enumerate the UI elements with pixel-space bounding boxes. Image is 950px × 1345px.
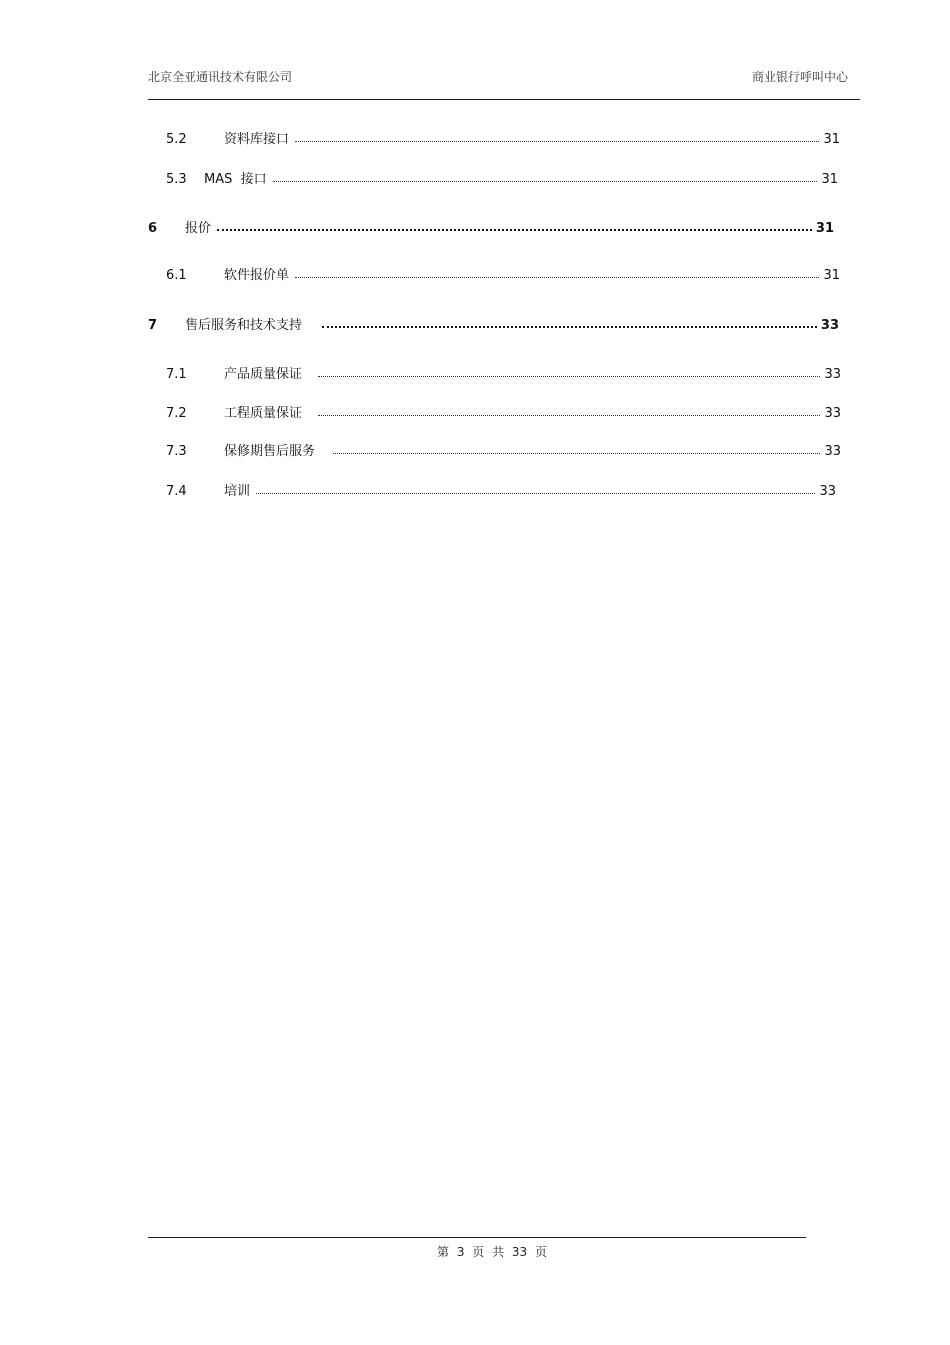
toc-number: 7.3 <box>166 444 187 459</box>
toc-title: 售后服务和技术支持 <box>185 318 303 333</box>
toc-title: 保修期售后服务 <box>224 444 316 459</box>
toc-entry-6-1[interactable] <box>166 263 840 283</box>
toc-title: MAS 接口 <box>204 172 267 187</box>
toc-number: 7.2 <box>166 406 187 421</box>
toc-number: 6.1 <box>166 268 187 283</box>
header-company-name: 北京全亚通讯技术有限公司 <box>148 70 293 84</box>
toc-leader <box>322 325 817 328</box>
toc-page-number: 31 <box>815 221 834 236</box>
toc-page-number: 33 <box>824 406 841 421</box>
toc-title: 报价 <box>185 221 212 236</box>
toc-title: 培训 <box>224 484 251 499</box>
toc-entry-7[interactable] <box>148 313 839 333</box>
toc-entry-5-3[interactable] <box>166 167 838 187</box>
toc-entry-7-1[interactable] <box>166 362 841 382</box>
toc-page-number: 31 <box>823 268 840 283</box>
toc-leader <box>217 228 812 231</box>
toc-number: 7.4 <box>166 484 187 499</box>
table-of-contents <box>0 0 950 600</box>
toc-leader <box>256 492 815 494</box>
toc-title: 资料库接口 <box>224 132 290 147</box>
page-number-footer: 第 3 页 共 33 页 <box>437 1245 547 1259</box>
toc-leader <box>295 276 819 278</box>
toc-entry-7-2[interactable] <box>166 401 841 421</box>
toc-entry-7-4[interactable] <box>166 479 836 499</box>
header-project-name: 商业银行呼叫中心 <box>751 70 848 84</box>
toc-title: 工程质量保证 <box>224 406 303 421</box>
toc-leader <box>318 375 820 377</box>
toc-leader <box>295 140 819 142</box>
toc-page-number: 31 <box>823 132 840 147</box>
toc-leader <box>333 452 820 454</box>
toc-number: 5.2 <box>166 132 187 147</box>
toc-entry-6[interactable] <box>148 216 834 236</box>
toc-entry-5-2[interactable] <box>166 127 840 147</box>
footer-divider <box>148 1237 806 1238</box>
toc-number: 7 <box>148 318 158 333</box>
toc-number: 6 <box>148 221 158 236</box>
toc-leader <box>318 414 820 416</box>
toc-title: 软件报价单 <box>224 268 290 283</box>
toc-title: 产品质量保证 <box>224 367 303 382</box>
toc-page-number: 33 <box>819 484 836 499</box>
toc-page-number: 33 <box>824 444 841 459</box>
toc-number: 7.1 <box>166 367 187 382</box>
toc-page-number: 31 <box>821 172 838 187</box>
toc-page-number: 33 <box>820 318 839 333</box>
toc-leader <box>273 180 818 182</box>
toc-page-number: 33 <box>824 367 841 382</box>
toc-entry-7-3[interactable] <box>166 439 841 459</box>
toc-number: 5.3 <box>166 172 187 187</box>
